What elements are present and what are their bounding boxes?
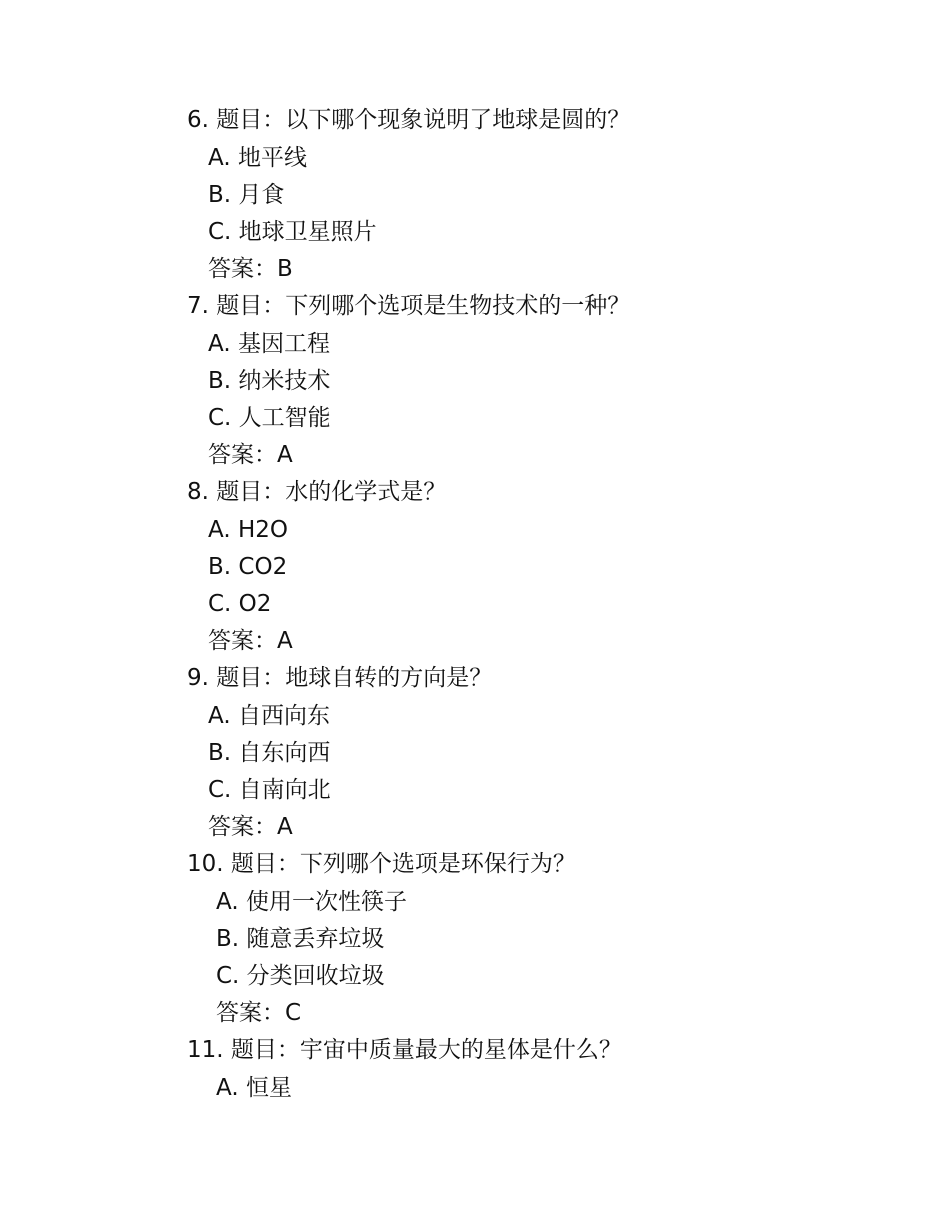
question-10-option-c: C. 分类回收垃圾 — [216, 963, 385, 989]
question-8-option-b: B. CO2 — [208, 554, 288, 580]
question-7: 7. 题目：下列哪个选项是生物技术的一种？ — [187, 293, 631, 319]
question-10-option-a: A. 使用一次性筷子 — [216, 889, 407, 915]
question-8-option-a: A. H2O — [208, 517, 288, 543]
question-7-answer: 答案：A — [208, 442, 293, 468]
question-10-answer: 答案：C — [216, 1000, 302, 1026]
question-9-option-b: B. 自东向西 — [208, 740, 331, 766]
question-6-option-b: B. 月食 — [208, 182, 285, 208]
question-9: 9. 题目：地球自转的方向是？ — [187, 665, 493, 691]
question-11-option-a: A. 恒星 — [216, 1075, 292, 1101]
question-8-option-c: C. O2 — [208, 591, 272, 617]
question-8-answer: 答案：A — [208, 628, 293, 654]
question-9-option-a: A. 自西向东 — [208, 703, 330, 729]
question-9-option-c: C. 自南向北 — [208, 777, 331, 803]
question-10-option-b: B. 随意丢弃垃圾 — [216, 926, 385, 952]
question-11: 11. 题目：宇宙中质量最大的星体是什么？ — [187, 1037, 622, 1063]
question-6: 6. 题目：以下哪个现象说明了地球是圆的？ — [187, 107, 631, 133]
question-6-option-c: C. 地球卫星照片 — [208, 219, 377, 245]
question-6-answer: 答案：B — [208, 256, 293, 282]
question-10: 10. 题目：下列哪个选项是环保行为？ — [187, 851, 576, 877]
question-6-option-a: A. 地平线 — [208, 145, 307, 171]
question-7-option-b: B. 纳米技术 — [208, 368, 331, 394]
question-7-option-a: A. 基因工程 — [208, 331, 330, 357]
question-8: 8. 题目：水的化学式是？ — [187, 479, 447, 505]
question-9-answer: 答案：A — [208, 814, 293, 840]
question-7-option-c: C. 人工智能 — [208, 405, 331, 431]
